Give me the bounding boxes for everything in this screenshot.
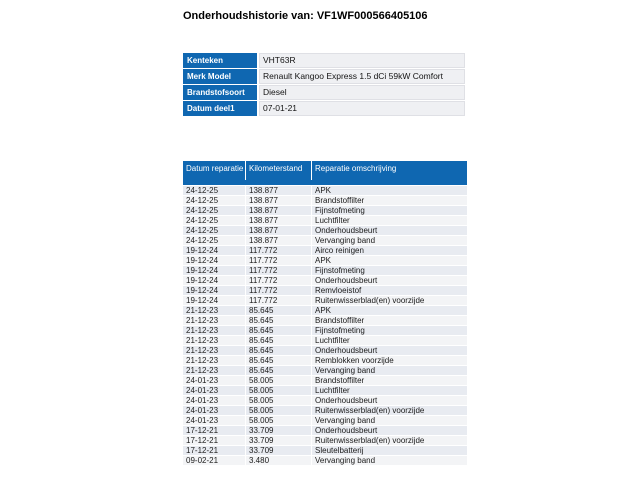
cell-datum-reparatie: 21-12-23 bbox=[183, 326, 245, 335]
cell-datum-reparatie: 21-12-23 bbox=[183, 316, 245, 325]
page-title: Onderhoudshistorie van: VF1WF000566405106 bbox=[183, 10, 428, 22]
maintenance-row bbox=[183, 326, 467, 335]
cell-datum-reparatie: 19-12-24 bbox=[183, 256, 245, 265]
cell-datum-reparatie: 21-12-23 bbox=[183, 346, 245, 355]
maintenance-row bbox=[183, 436, 467, 445]
maintenance-row bbox=[183, 406, 467, 415]
maintenance-row bbox=[183, 256, 467, 265]
maintenance-table-body bbox=[183, 186, 467, 465]
cell-reparatie-omschrijving: Onderhoudsbeurt bbox=[312, 426, 467, 435]
maintenance-row bbox=[183, 226, 467, 235]
maintenance-row bbox=[183, 386, 467, 395]
cell-reparatie-omschrijving: Luchtfilter bbox=[312, 336, 467, 345]
cell-kilometerstand: 33.709 bbox=[246, 446, 311, 455]
cell-kilometerstand: 117.772 bbox=[246, 256, 311, 265]
maintenance-row bbox=[183, 356, 467, 365]
maintenance-row bbox=[183, 276, 467, 285]
maintenance-row bbox=[183, 376, 467, 385]
cell-kilometerstand: 3.480 bbox=[246, 456, 311, 465]
cell-datum-reparatie: 24-12-25 bbox=[183, 206, 245, 215]
cell-reparatie-omschrijving: Fijnstofmeting bbox=[312, 326, 467, 335]
header-bottom-bar bbox=[183, 180, 467, 185]
cell-datum-reparatie: 21-12-23 bbox=[183, 366, 245, 375]
cell-kilometerstand: 138.877 bbox=[246, 206, 311, 215]
cell-datum-reparatie: 21-12-23 bbox=[183, 356, 245, 365]
cell-kilometerstand: 58.005 bbox=[246, 406, 311, 415]
column-header-kilometerstand: Kilometerstand bbox=[246, 161, 311, 180]
column-header-datum-reparatie: Datum reparatie bbox=[183, 161, 245, 180]
cell-reparatie-omschrijving: Sleutelbatterij bbox=[312, 446, 467, 455]
cell-datum-reparatie: 17-12-21 bbox=[183, 426, 245, 435]
cell-reparatie-omschrijving: Onderhoudsbeurt bbox=[312, 396, 467, 405]
cell-datum-reparatie: 17-12-21 bbox=[183, 436, 245, 445]
maintenance-row bbox=[183, 286, 467, 295]
vehicle-info-value: Renault Kangoo Express 1.5 dCi 59kW Comfort bbox=[259, 69, 465, 84]
cell-kilometerstand: 138.877 bbox=[246, 216, 311, 225]
cell-datum-reparatie: 21-12-23 bbox=[183, 306, 245, 315]
cell-kilometerstand: 85.645 bbox=[246, 356, 311, 365]
cell-datum-reparatie: 24-01-23 bbox=[183, 376, 245, 385]
cell-kilometerstand: 85.645 bbox=[246, 326, 311, 335]
cell-reparatie-omschrijving: Fijnstofmeting bbox=[312, 206, 467, 215]
cell-kilometerstand: 58.005 bbox=[246, 376, 311, 385]
maintenance-row bbox=[183, 396, 467, 405]
cell-reparatie-omschrijving: Vervanging band bbox=[312, 456, 467, 465]
cell-reparatie-omschrijving: Brandstoffilter bbox=[312, 316, 467, 325]
cell-datum-reparatie: 21-12-23 bbox=[183, 336, 245, 345]
cell-kilometerstand: 117.772 bbox=[246, 246, 311, 255]
maintenance-row bbox=[183, 336, 467, 345]
cell-datum-reparatie: 24-12-25 bbox=[183, 186, 245, 195]
cell-datum-reparatie: 19-12-24 bbox=[183, 266, 245, 275]
cell-reparatie-omschrijving: Brandstoffilter bbox=[312, 376, 467, 385]
cell-reparatie-omschrijving: Ruitenwisserblad(en) voorzijde bbox=[312, 296, 467, 305]
cell-datum-reparatie: 19-12-24 bbox=[183, 296, 245, 305]
maintenance-row bbox=[183, 316, 467, 325]
cell-kilometerstand: 58.005 bbox=[246, 396, 311, 405]
maintenance-row bbox=[183, 196, 467, 205]
cell-reparatie-omschrijving: Luchtfilter bbox=[312, 386, 467, 395]
cell-kilometerstand: 117.772 bbox=[246, 276, 311, 285]
cell-kilometerstand: 117.772 bbox=[246, 286, 311, 295]
cell-reparatie-omschrijving: Vervanging band bbox=[312, 366, 467, 375]
cell-kilometerstand: 58.005 bbox=[246, 416, 311, 425]
cell-kilometerstand: 58.005 bbox=[246, 386, 311, 395]
vehicle-info-table bbox=[183, 53, 465, 117]
vehicle-info-label: Merk Model bbox=[183, 69, 257, 84]
cell-kilometerstand: 117.772 bbox=[246, 296, 311, 305]
cell-datum-reparatie: 24-01-23 bbox=[183, 406, 245, 415]
cell-kilometerstand: 138.877 bbox=[246, 236, 311, 245]
cell-reparatie-omschrijving: Ruitenwisserblad(en) voorzijde bbox=[312, 406, 467, 415]
cell-kilometerstand: 138.877 bbox=[246, 196, 311, 205]
cell-reparatie-omschrijving: Vervanging band bbox=[312, 416, 467, 425]
cell-kilometerstand: 117.772 bbox=[246, 266, 311, 275]
vehicle-info-row bbox=[183, 69, 465, 84]
vehicle-info-row bbox=[183, 101, 465, 116]
maintenance-row bbox=[183, 446, 467, 455]
cell-reparatie-omschrijving: Airco reinigen bbox=[312, 246, 467, 255]
cell-datum-reparatie: 24-12-25 bbox=[183, 236, 245, 245]
cell-kilometerstand: 85.645 bbox=[246, 336, 311, 345]
cell-reparatie-omschrijving: Remvloeistof bbox=[312, 286, 467, 295]
cell-datum-reparatie: 17-12-21 bbox=[183, 446, 245, 455]
cell-reparatie-omschrijving: APK bbox=[312, 186, 467, 195]
maintenance-row bbox=[183, 416, 467, 425]
cell-reparatie-omschrijving: Luchtfilter bbox=[312, 216, 467, 225]
maintenance-table-header bbox=[183, 161, 467, 185]
maintenance-row bbox=[183, 236, 467, 245]
cell-reparatie-omschrijving: Remblokken voorzijde bbox=[312, 356, 467, 365]
vehicle-info-row bbox=[183, 85, 465, 100]
cell-kilometerstand: 85.645 bbox=[246, 306, 311, 315]
cell-datum-reparatie: 24-12-25 bbox=[183, 216, 245, 225]
cell-kilometerstand: 33.709 bbox=[246, 436, 311, 445]
column-header-reparatie-omschrijving: Reparatie omschrijving bbox=[312, 161, 467, 180]
cell-reparatie-omschrijving: Onderhoudsbeurt bbox=[312, 346, 467, 355]
cell-reparatie-omschrijving: APK bbox=[312, 256, 467, 265]
maintenance-row bbox=[183, 346, 467, 355]
cell-datum-reparatie: 24-12-25 bbox=[183, 226, 245, 235]
maintenance-row bbox=[183, 426, 467, 435]
vehicle-info-label: Datum deel1 bbox=[183, 101, 257, 116]
cell-kilometerstand: 33.709 bbox=[246, 426, 311, 435]
vehicle-info-label: Brandstofsoort bbox=[183, 85, 257, 100]
vehicle-info-label: Kenteken bbox=[183, 53, 257, 68]
maintenance-row bbox=[183, 246, 467, 255]
maintenance-row bbox=[183, 206, 467, 215]
cell-reparatie-omschrijving: Ruitenwisserblad(en) voorzijde bbox=[312, 436, 467, 445]
cell-datum-reparatie: 09-02-21 bbox=[183, 456, 245, 465]
vehicle-info-value: Diesel bbox=[259, 85, 465, 100]
cell-datum-reparatie: 24-01-23 bbox=[183, 416, 245, 425]
vehicle-info-row bbox=[183, 53, 465, 68]
cell-kilometerstand: 85.645 bbox=[246, 316, 311, 325]
maintenance-table bbox=[183, 161, 467, 466]
maintenance-row bbox=[183, 266, 467, 275]
cell-kilometerstand: 138.877 bbox=[246, 186, 311, 195]
maintenance-row bbox=[183, 296, 467, 305]
cell-reparatie-omschrijving: Onderhoudsbeurt bbox=[312, 276, 467, 285]
cell-datum-reparatie: 24-12-25 bbox=[183, 196, 245, 205]
maintenance-row bbox=[183, 306, 467, 315]
cell-datum-reparatie: 24-01-23 bbox=[183, 396, 245, 405]
cell-reparatie-omschrijving: Fijnstofmeting bbox=[312, 266, 467, 275]
maintenance-row bbox=[183, 216, 467, 225]
cell-reparatie-omschrijving: Onderhoudsbeurt bbox=[312, 226, 467, 235]
vehicle-info-value: 07-01-21 bbox=[259, 101, 465, 116]
vehicle-info-value: VHT63R bbox=[259, 53, 465, 68]
cell-kilometerstand: 138.877 bbox=[246, 226, 311, 235]
cell-datum-reparatie: 24-01-23 bbox=[183, 386, 245, 395]
cell-datum-reparatie: 19-12-24 bbox=[183, 276, 245, 285]
cell-kilometerstand: 85.645 bbox=[246, 366, 311, 375]
maintenance-row bbox=[183, 186, 467, 195]
cell-kilometerstand: 85.645 bbox=[246, 346, 311, 355]
cell-datum-reparatie: 19-12-24 bbox=[183, 246, 245, 255]
cell-reparatie-omschrijving: Vervanging band bbox=[312, 236, 467, 245]
cell-reparatie-omschrijving: APK bbox=[312, 306, 467, 315]
cell-datum-reparatie: 19-12-24 bbox=[183, 286, 245, 295]
cell-reparatie-omschrijving: Brandstoffilter bbox=[312, 196, 467, 205]
maintenance-row bbox=[183, 456, 467, 465]
maintenance-row bbox=[183, 366, 467, 375]
